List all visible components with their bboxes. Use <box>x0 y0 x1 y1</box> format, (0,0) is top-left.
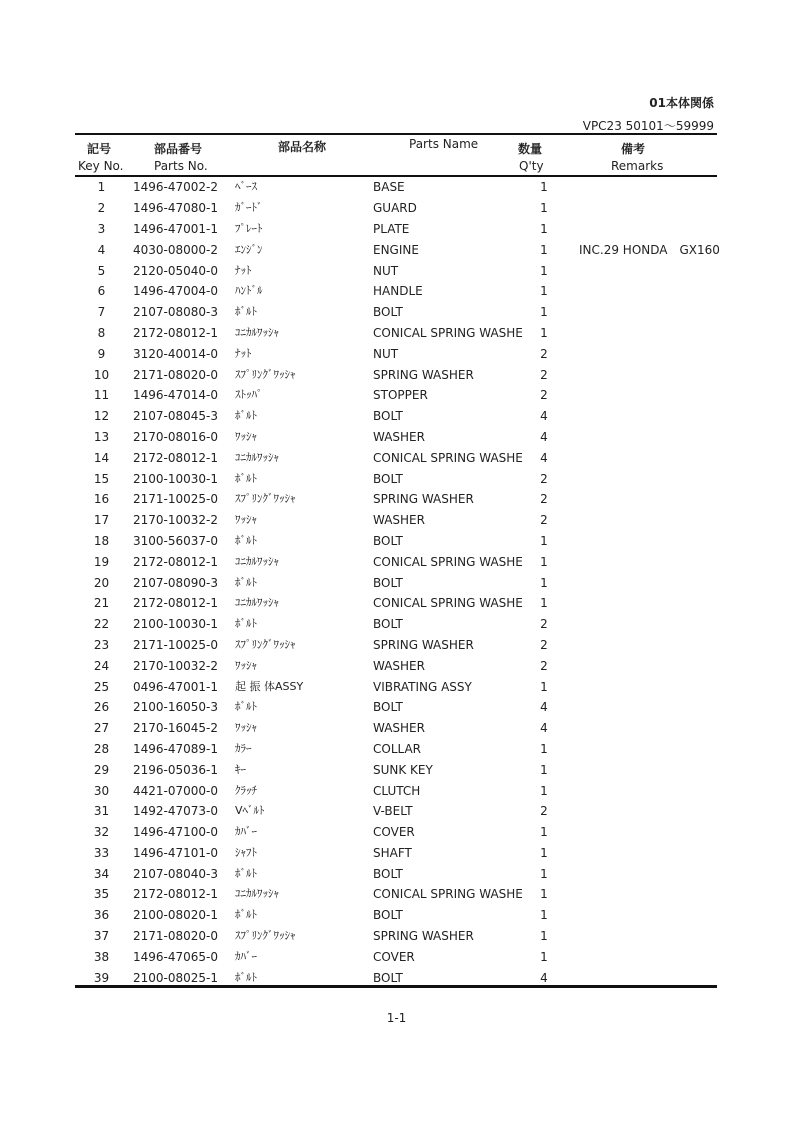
part-number-cell: 2107-08040-3 <box>132 866 218 881</box>
part-name-en-cell: BOLT <box>373 700 403 715</box>
remarks-cell <box>565 593 748 614</box>
part-name-en-cell: WASHER <box>373 721 425 736</box>
quantity-cell: 1 <box>540 762 548 777</box>
part-number-cell: 1496-47089-1 <box>132 741 218 756</box>
part-number-cell: 2120-05040-0 <box>132 263 218 278</box>
part-number-cell: 3100-56037-0 <box>132 533 218 548</box>
table-row <box>75 780 748 801</box>
remarks-cell: INC.29 HONDA GX160 <box>579 242 720 257</box>
table-top-rule <box>75 133 717 135</box>
part-name-en-cell: BASE <box>373 180 405 195</box>
quantity-cell: 1 <box>540 575 548 590</box>
table-row <box>75 406 748 427</box>
part-number-cell: 1496-47004-0 <box>132 284 218 299</box>
header-qty-ja: 数量 <box>518 142 543 156</box>
table-row <box>75 946 748 967</box>
part-number-cell: 1496-47080-1 <box>132 201 218 216</box>
table-row <box>75 177 748 198</box>
part-name-en-cell: BOLT <box>373 617 403 632</box>
part-number-cell: 1496-47014-0 <box>132 388 218 403</box>
table-row <box>75 676 748 697</box>
part-name-en-cell: SHAFT <box>373 845 412 860</box>
table-row <box>75 739 748 760</box>
part-name-ja-cell: ﾎﾞﾙﾄ <box>235 617 257 631</box>
remarks-cell <box>565 198 748 219</box>
key-no-cell: 8 <box>97 325 106 340</box>
quantity-cell: 2 <box>540 367 548 382</box>
quantity-cell: 1 <box>540 305 548 320</box>
part-number-cell: 2170-16045-2 <box>132 721 218 736</box>
part-name-en-cell: SPRING WASHER <box>373 367 474 382</box>
remarks-cell <box>565 905 748 926</box>
key-no-cell: 33 <box>93 845 110 860</box>
table-row <box>75 239 748 260</box>
quantity-cell: 4 <box>540 429 548 444</box>
table-bottom-rule <box>75 985 717 988</box>
quantity-cell: 1 <box>540 242 548 257</box>
part-name-en-cell: BOLT <box>373 970 403 985</box>
part-name-en-cell: BOLT <box>373 575 403 590</box>
part-name-en-cell: SPRING WASHER <box>373 929 474 944</box>
part-name-ja-cell: ﾎﾞﾙﾄ <box>235 471 257 485</box>
table-row <box>75 510 748 531</box>
section-title: 01本体関係 <box>649 96 714 110</box>
part-name-en-cell: HANDLE <box>373 284 423 299</box>
part-name-en-cell: V-BELT <box>373 804 413 819</box>
table-row <box>75 468 748 489</box>
model-range: VPC23 50101～59999 <box>582 119 714 133</box>
quantity-cell: 2 <box>540 388 548 403</box>
table-row <box>75 655 748 676</box>
part-name-en-cell: NUT <box>373 346 399 361</box>
quantity-cell: 1 <box>540 929 548 944</box>
table-row <box>75 593 748 614</box>
parts-table <box>75 177 748 988</box>
part-name-ja-cell: ﾎﾞﾙﾄ <box>235 866 257 880</box>
part-name-ja-cell: ｺﾆｶﾙﾜｯｼｬ <box>235 596 279 610</box>
key-no-cell: 28 <box>93 741 110 756</box>
part-name-ja-cell: ｶﾞｰﾄﾞ <box>235 201 263 215</box>
remarks-cell <box>565 531 748 552</box>
quantity-cell: 4 <box>540 409 548 424</box>
table-row <box>75 926 748 947</box>
part-name-ja-cell: Vﾍﾞﾙﾄ <box>235 804 265 818</box>
part-number-cell: 1496-47101-0 <box>132 845 218 860</box>
key-no-cell: 27 <box>93 721 110 736</box>
remarks-cell <box>565 655 748 676</box>
part-number-cell: 2172-08012-1 <box>132 325 218 340</box>
remarks-cell <box>565 863 748 884</box>
table-row <box>75 759 748 780</box>
key-no-cell: 36 <box>93 908 110 923</box>
key-no-cell: 15 <box>93 471 110 486</box>
part-name-en-cell: COVER <box>373 825 415 840</box>
quantity-cell: 1 <box>540 180 548 195</box>
remarks-cell <box>565 926 748 947</box>
header-part-no-ja: 部品番号 <box>154 142 203 156</box>
part-name-ja-cell: ｸﾗｯﾁ <box>235 783 257 797</box>
remarks-cell <box>565 385 748 406</box>
part-number-cell: 2172-08012-1 <box>132 554 218 569</box>
part-number-cell: 2170-10032-2 <box>132 658 218 673</box>
quantity-cell: 2 <box>540 492 548 507</box>
parts-table-body <box>75 177 748 988</box>
key-no-cell: 12 <box>93 409 110 424</box>
remarks-cell <box>565 406 748 427</box>
key-no-cell: 16 <box>93 492 110 507</box>
quantity-cell: 2 <box>540 471 548 486</box>
remarks-cell <box>565 780 748 801</box>
table-row <box>75 281 748 302</box>
part-name-ja-cell: ｽﾌﾟﾘﾝｸﾞﾜｯｼｬ <box>235 367 296 381</box>
table-row <box>75 364 748 385</box>
table-row <box>75 302 748 323</box>
part-name-ja-cell: ﾎﾞﾙﾄ <box>235 409 257 423</box>
part-name-en-cell: CONICAL SPRING WASHE <box>373 554 523 569</box>
key-no-cell: 11 <box>93 388 110 403</box>
part-name-ja-cell: ﾊﾝﾄﾞﾙ <box>235 284 263 298</box>
table-row <box>75 572 748 593</box>
part-name-ja-cell: ﾎﾞﾙﾄ <box>235 305 257 319</box>
key-no-cell: 18 <box>93 533 110 548</box>
remarks-cell <box>565 635 748 656</box>
header-key-en: Key No. <box>78 159 124 173</box>
key-no-cell: 22 <box>93 617 110 632</box>
table-row <box>75 198 748 219</box>
part-name-ja-cell: ｴﾝｼﾞﾝ <box>235 242 263 256</box>
key-no-cell: 39 <box>93 970 110 985</box>
part-number-cell: 2171-08020-0 <box>132 367 218 382</box>
part-name-ja-cell: ﾜｯｼｬ <box>235 658 257 672</box>
part-name-ja-cell: ﾎﾞﾙﾄ <box>235 575 257 589</box>
key-no-cell: 21 <box>93 596 110 611</box>
quantity-cell: 1 <box>540 783 548 798</box>
key-no-cell: 34 <box>93 866 110 881</box>
part-name-en-cell: SUNK KEY <box>373 762 433 777</box>
part-name-ja-cell: ｺﾆｶﾙﾜｯｼｬ <box>235 887 279 901</box>
part-name-ja-cell: ｽﾌﾟﾘﾝｸﾞﾜｯｼｬ <box>235 929 296 943</box>
remarks-cell <box>565 572 748 593</box>
remarks-cell <box>565 759 748 780</box>
table-row <box>75 801 748 822</box>
part-name-en-cell: BOLT <box>373 533 403 548</box>
remarks-cell <box>565 614 748 635</box>
part-number-cell: 2170-10032-2 <box>132 513 218 528</box>
part-name-ja-cell: ｶﾊﾞｰ <box>235 825 257 839</box>
key-no-cell: 23 <box>93 637 110 652</box>
part-number-cell: 1496-47001-1 <box>132 221 218 236</box>
remarks-cell <box>565 177 748 198</box>
remarks-cell <box>565 281 748 302</box>
part-name-ja-cell: ｶﾗｰ <box>235 741 252 755</box>
remarks-cell <box>565 510 748 531</box>
part-name-ja-cell: ｽﾌﾟﾘﾝｸﾞﾜｯｼｬ <box>235 492 296 506</box>
remarks-cell <box>565 801 748 822</box>
table-row <box>75 447 748 468</box>
part-number-cell: 2171-08020-0 <box>132 929 218 944</box>
remarks-cell <box>565 843 748 864</box>
part-name-en-cell: BOLT <box>373 866 403 881</box>
remarks-cell <box>565 343 748 364</box>
part-number-cell: 2100-08025-1 <box>132 970 218 985</box>
part-name-en-cell: WASHER <box>373 513 425 528</box>
part-name-ja-cell: ﾌﾟﾚｰﾄ <box>235 221 263 235</box>
part-name-ja-cell: ﾅｯﾄ <box>235 263 252 277</box>
part-name-en-cell: STOPPER <box>373 388 428 403</box>
quantity-cell: 1 <box>540 908 548 923</box>
part-name-en-cell: CONICAL SPRING WASHE <box>373 450 523 465</box>
part-name-en-cell: CLUTCH <box>373 783 421 798</box>
key-no-cell: 32 <box>93 825 110 840</box>
table-row <box>75 551 748 572</box>
key-no-cell: 14 <box>93 450 110 465</box>
part-number-cell: 2100-10030-1 <box>132 617 218 632</box>
remarks-cell <box>565 946 748 967</box>
part-name-en-cell: BOLT <box>373 409 403 424</box>
key-no-cell: 31 <box>93 804 110 819</box>
quantity-cell: 1 <box>540 845 548 860</box>
table-row <box>75 343 748 364</box>
key-no-cell: 9 <box>97 346 106 361</box>
quantity-cell: 4 <box>540 970 548 985</box>
quantity-cell: 1 <box>540 201 548 216</box>
table-row <box>75 822 748 843</box>
quantity-cell: 4 <box>540 721 548 736</box>
remarks-cell <box>565 447 748 468</box>
part-number-cell: 1496-47002-2 <box>132 180 218 195</box>
part-name-ja-cell: ｽﾄｯﾊﾟ <box>235 388 263 402</box>
quantity-cell: 1 <box>540 284 548 299</box>
key-no-cell: 4 <box>97 242 106 257</box>
quantity-cell: 2 <box>540 804 548 819</box>
part-name-ja-cell: ﾅｯﾄ <box>235 346 252 360</box>
key-no-cell: 6 <box>97 284 106 299</box>
remarks-cell <box>565 718 748 739</box>
table-row <box>75 905 748 926</box>
key-no-cell: 17 <box>93 513 110 528</box>
part-name-en-cell: COVER <box>373 949 415 964</box>
part-name-ja-cell: ｺﾆｶﾙﾜｯｼｬ <box>235 450 279 464</box>
key-no-cell: 3 <box>97 221 106 236</box>
part-number-cell: 2107-08090-3 <box>132 575 218 590</box>
remarks-cell <box>565 697 748 718</box>
part-name-en-cell: ENGINE <box>373 242 419 257</box>
table-row <box>75 697 748 718</box>
part-name-en-cell: BOLT <box>373 471 403 486</box>
header-name-en: Parts Name <box>409 137 479 151</box>
header-qty-en: Q'ty <box>519 159 544 173</box>
quantity-cell: 1 <box>540 263 548 278</box>
part-number-cell: 1496-47065-0 <box>132 949 218 964</box>
part-name-en-cell: WASHER <box>373 658 425 673</box>
part-number-cell: 2100-10030-1 <box>132 471 218 486</box>
part-number-cell: 0496-47001-1 <box>132 679 218 694</box>
part-name-en-cell: GUARD <box>373 201 417 216</box>
part-number-cell: 1492-47073-0 <box>132 804 218 819</box>
part-name-ja-cell: ﾜｯｼｬ <box>235 721 257 735</box>
part-name-en-cell: PLATE <box>373 221 410 236</box>
remarks-cell <box>565 884 748 905</box>
part-name-en-cell: CONICAL SPRING WASHE <box>373 887 523 902</box>
table-row <box>75 635 748 656</box>
part-number-cell: 2107-08080-3 <box>132 305 218 320</box>
remarks-cell <box>565 260 748 281</box>
part-name-ja-cell: ﾜｯｼｬ <box>235 513 257 527</box>
part-number-cell: 2171-10025-0 <box>132 492 218 507</box>
quantity-cell: 1 <box>540 596 548 611</box>
part-number-cell: 2100-16050-3 <box>132 700 218 715</box>
part-name-ja-cell: ｽﾌﾟﾘﾝｸﾞﾜｯｼｬ <box>235 637 296 651</box>
key-no-cell: 1 <box>97 180 106 195</box>
remarks-cell <box>565 739 748 760</box>
key-no-cell: 35 <box>93 887 110 902</box>
table-row <box>75 531 748 552</box>
quantity-cell: 2 <box>540 658 548 673</box>
key-no-cell: 10 <box>93 367 110 382</box>
part-name-en-cell: BOLT <box>373 305 403 320</box>
quantity-cell: 2 <box>540 513 548 528</box>
part-name-ja-cell: ｺﾆｶﾙﾜｯｼｬ <box>235 325 279 339</box>
key-no-cell: 30 <box>93 783 110 798</box>
quantity-cell: 4 <box>540 700 548 715</box>
quantity-cell: 1 <box>540 679 548 694</box>
quantity-cell: 2 <box>540 346 548 361</box>
part-name-ja-cell: ｶﾊﾞｰ <box>235 949 257 963</box>
part-number-cell: 2172-08012-1 <box>132 596 218 611</box>
part-number-cell: 2171-10025-0 <box>132 637 218 652</box>
part-name-ja-cell: ﾎﾞﾙﾄ <box>235 700 257 714</box>
key-no-cell: 38 <box>93 949 110 964</box>
table-row <box>75 385 748 406</box>
header-key-ja: 記号 <box>87 142 112 156</box>
part-name-en-cell: BOLT <box>373 908 403 923</box>
quantity-cell: 1 <box>540 949 548 964</box>
quantity-cell: 1 <box>540 221 548 236</box>
part-name-ja-cell: ﾎﾞﾙﾄ <box>235 908 257 922</box>
key-no-cell: 20 <box>93 575 110 590</box>
part-number-cell: 2170-08016-0 <box>132 429 218 444</box>
remarks-cell <box>565 302 748 323</box>
quantity-cell: 1 <box>540 533 548 548</box>
table-row <box>75 427 748 448</box>
header-remarks-ja: 備考 <box>621 142 646 156</box>
part-number-cell: 2196-05036-1 <box>132 762 218 777</box>
header-name-ja: 部品名称 <box>278 140 327 154</box>
part-name-en-cell: CONICAL SPRING WASHE <box>373 596 523 611</box>
part-name-ja-cell: 起 振 体ASSY <box>235 679 304 693</box>
remarks-cell <box>565 822 748 843</box>
remarks-cell <box>565 219 748 240</box>
remarks-cell <box>565 551 748 572</box>
part-name-ja-cell: ﾜｯｼｬ <box>235 429 257 443</box>
quantity-cell: 4 <box>540 450 548 465</box>
quantity-cell: 1 <box>540 325 548 340</box>
table-row <box>75 219 748 240</box>
quantity-cell: 1 <box>540 741 548 756</box>
part-number-cell: 4030-08000-2 <box>132 242 218 257</box>
table-row <box>75 489 748 510</box>
part-name-ja-cell: ｼｬﾌﾄ <box>235 845 257 859</box>
key-no-cell: 29 <box>93 762 110 777</box>
table-row <box>75 718 748 739</box>
page-number: 1-1 <box>386 1011 407 1025</box>
table-row <box>75 884 748 905</box>
part-number-cell: 2107-08045-3 <box>132 409 218 424</box>
table-row <box>75 843 748 864</box>
table-row <box>75 323 748 344</box>
part-name-en-cell: SPRING WASHER <box>373 637 474 652</box>
quantity-cell: 1 <box>540 866 548 881</box>
part-number-cell: 1496-47100-0 <box>132 825 218 840</box>
part-name-en-cell: NUT <box>373 263 399 278</box>
key-no-cell: 13 <box>93 429 110 444</box>
key-no-cell: 26 <box>93 700 110 715</box>
table-row <box>75 614 748 635</box>
part-name-en-cell: WASHER <box>373 429 425 444</box>
part-number-cell: 2172-08012-1 <box>132 450 218 465</box>
key-no-cell: 19 <box>93 554 110 569</box>
quantity-cell: 1 <box>540 887 548 902</box>
table-row <box>75 863 748 884</box>
part-number-cell: 4421-07000-0 <box>132 783 218 798</box>
remarks-cell <box>565 323 748 344</box>
quantity-cell: 1 <box>540 554 548 569</box>
remarks-cell <box>565 468 748 489</box>
remarks-cell <box>565 489 748 510</box>
part-number-cell: 3120-40014-0 <box>132 346 218 361</box>
key-no-cell: 25 <box>93 679 110 694</box>
header-remarks-en: Remarks <box>611 159 664 173</box>
remarks-cell <box>565 427 748 448</box>
remarks-cell <box>565 364 748 385</box>
part-name-en-cell: COLLAR <box>373 741 422 756</box>
table-row <box>75 260 748 281</box>
part-number-cell: 2172-08012-1 <box>132 887 218 902</box>
part-name-en-cell: VIBRATING ASSY <box>373 679 472 694</box>
part-name-ja-cell: ｺﾆｶﾙﾜｯｼｬ <box>235 554 279 568</box>
part-number-cell: 2100-08020-1 <box>132 908 218 923</box>
key-no-cell: 5 <box>97 263 106 278</box>
part-name-ja-cell: ﾍﾞｰｽ <box>235 180 257 194</box>
quantity-cell: 1 <box>540 825 548 840</box>
key-no-cell: 2 <box>97 201 106 216</box>
remarks-cell <box>565 676 748 697</box>
part-name-ja-cell: ﾎﾞﾙﾄ <box>235 970 257 984</box>
key-no-cell: 7 <box>97 305 106 320</box>
key-no-cell: 24 <box>93 658 110 673</box>
quantity-cell: 2 <box>540 637 548 652</box>
part-name-ja-cell: ﾎﾞﾙﾄ <box>235 533 257 547</box>
part-name-en-cell: CONICAL SPRING WASHE <box>373 325 523 340</box>
part-name-en-cell: SPRING WASHER <box>373 492 474 507</box>
part-name-ja-cell: ｷｰ <box>235 762 246 776</box>
header-part-no-en: Parts No. <box>154 159 208 173</box>
quantity-cell: 2 <box>540 617 548 632</box>
key-no-cell: 37 <box>93 929 110 944</box>
